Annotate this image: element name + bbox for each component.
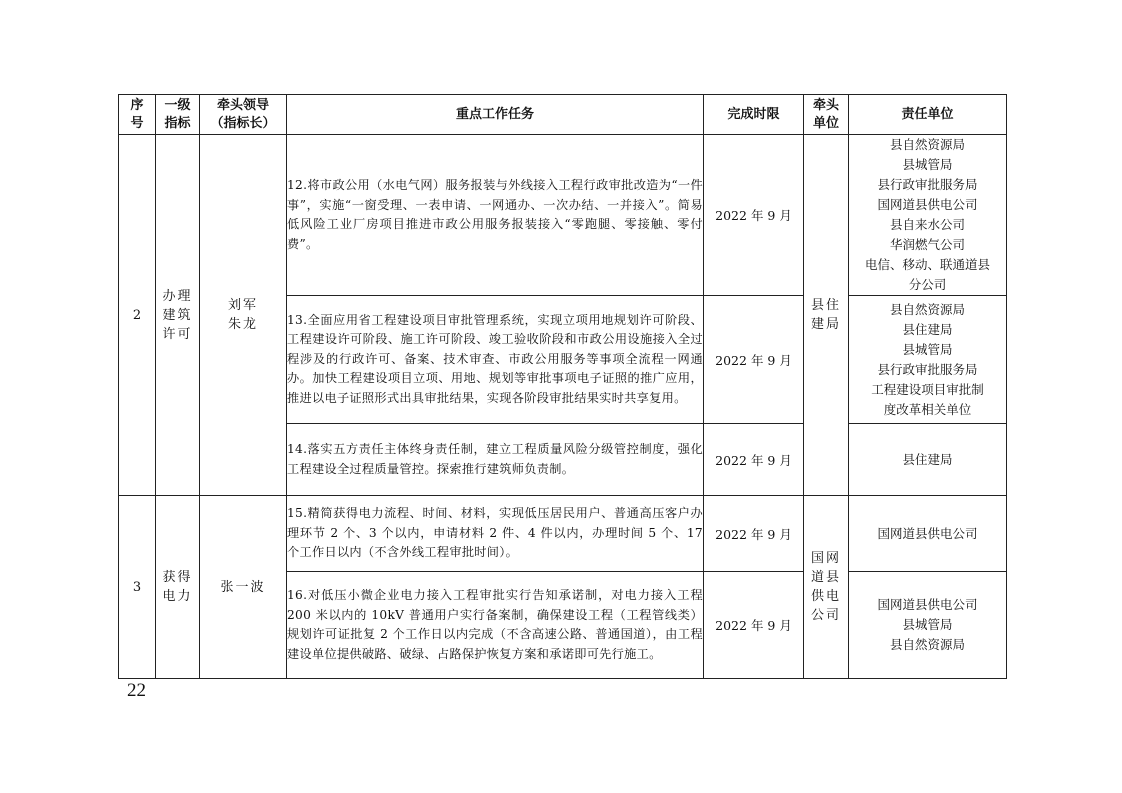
task-cell: 15.精简获得电力流程、时间、材料，实现低压居民用户、普通高压客户办理环节 2 个、3 个以内，申请材料 2 件、4 件以内，办理时间 5 个、17 个工作日以内（不含外线工程审批时间）。	[287, 496, 704, 572]
lead-unit-cell: 县住 建局	[804, 135, 849, 496]
deadline-cell: 2022 年 9 月	[704, 135, 804, 296]
deadline-cell: 2022 年 9 月	[704, 296, 804, 424]
header-lead-unit: 牵头 单位	[804, 95, 849, 135]
deadline-cell: 2022 年 9 月	[704, 424, 804, 496]
responsible-units-cell: 县住建局	[849, 424, 1007, 496]
header-indicator: 一级 指标	[156, 95, 200, 135]
indicator-cell: 获得 电力	[156, 496, 200, 679]
leader-cell: 张一波	[200, 496, 287, 679]
indicator-cell: 办理 建筑 许可	[156, 135, 200, 496]
deadline-cell: 2022 年 9 月	[704, 496, 804, 572]
task-cell: 12.将市政公用（水电气网）服务报装与外线接入工程行政审批改造为“一件事”，实施“一窗受理、一表申请、一网通办、一次办结、一并接入”。简易低风险工业厂房项目推进市政公用服务报装接入“零跑腿、零接触、零付费”。	[287, 135, 704, 296]
responsible-units-cell: 县自然资源局 县住建局 县城管局 县行政审批服务局 工程建设项目审批制 度改革相关单位	[849, 296, 1007, 424]
leader-cell: 刘军 朱龙	[200, 135, 287, 496]
header-responsible-units: 责任单位	[849, 95, 1007, 135]
page-number: 22	[127, 680, 146, 701]
header-task: 重点工作任务	[287, 95, 704, 135]
header-deadline: 完成时限	[704, 95, 804, 135]
seq-cell: 2	[119, 135, 156, 496]
seq-cell: 3	[119, 496, 156, 679]
header-seq: 序 号	[119, 95, 156, 135]
responsible-units-cell: 国网道县供电公司	[849, 496, 1007, 572]
lead-unit-cell: 国网 道县 供电 公司	[804, 496, 849, 679]
responsible-units-cell: 县自然资源局 县城管局 县行政审批服务局 国网道县供电公司 县自来水公司 华润燃气公司 电信、移动、联通道县 分公司	[849, 135, 1007, 296]
deadline-cell: 2022 年 9 月	[704, 572, 804, 679]
table-row	[119, 496, 1007, 572]
task-cell: 13.全面应用省工程建设项目审批管理系统，实现立项用地规划许可阶段、工程建设许可阶段、施工许可阶段、竣工验收阶段和市政公用设施接入全过程涉及的行政许可、备案、技术审查、市政公用服务等事项全流程一网通办。加快工程建设项目立项、用地、规划等审批事项电子证照的推广应用，推进以电子证照形式出具审批结果，实现各阶段审批结果实时共享复用。	[287, 296, 704, 424]
table-row	[119, 135, 1007, 296]
task-table	[118, 94, 1007, 679]
task-cell: 14.落实五方责任主体终身责任制，建立工程质量风险分级管控制度，强化工程建设全过程质量管控。探索推行建筑师负责制。	[287, 424, 704, 496]
header-leader: 牵头领导 （指标长）	[200, 95, 287, 135]
header-row	[119, 95, 1007, 135]
responsible-units-cell: 国网道县供电公司 县城管局 县自然资源局	[849, 572, 1007, 679]
task-cell: 16.对低压小微企业电力接入工程审批实行告知承诺制，对电力接入工程 200 米以内的 10kV 普通用户实行备案制，确保建设工程（工程管线类）规划许可证批复 2 个工作日以内完成（不含高速公路、普通国道），由工程建设单位提供破路、破绿、占路保护恢复方案和承诺即可先行施工。	[287, 572, 704, 679]
